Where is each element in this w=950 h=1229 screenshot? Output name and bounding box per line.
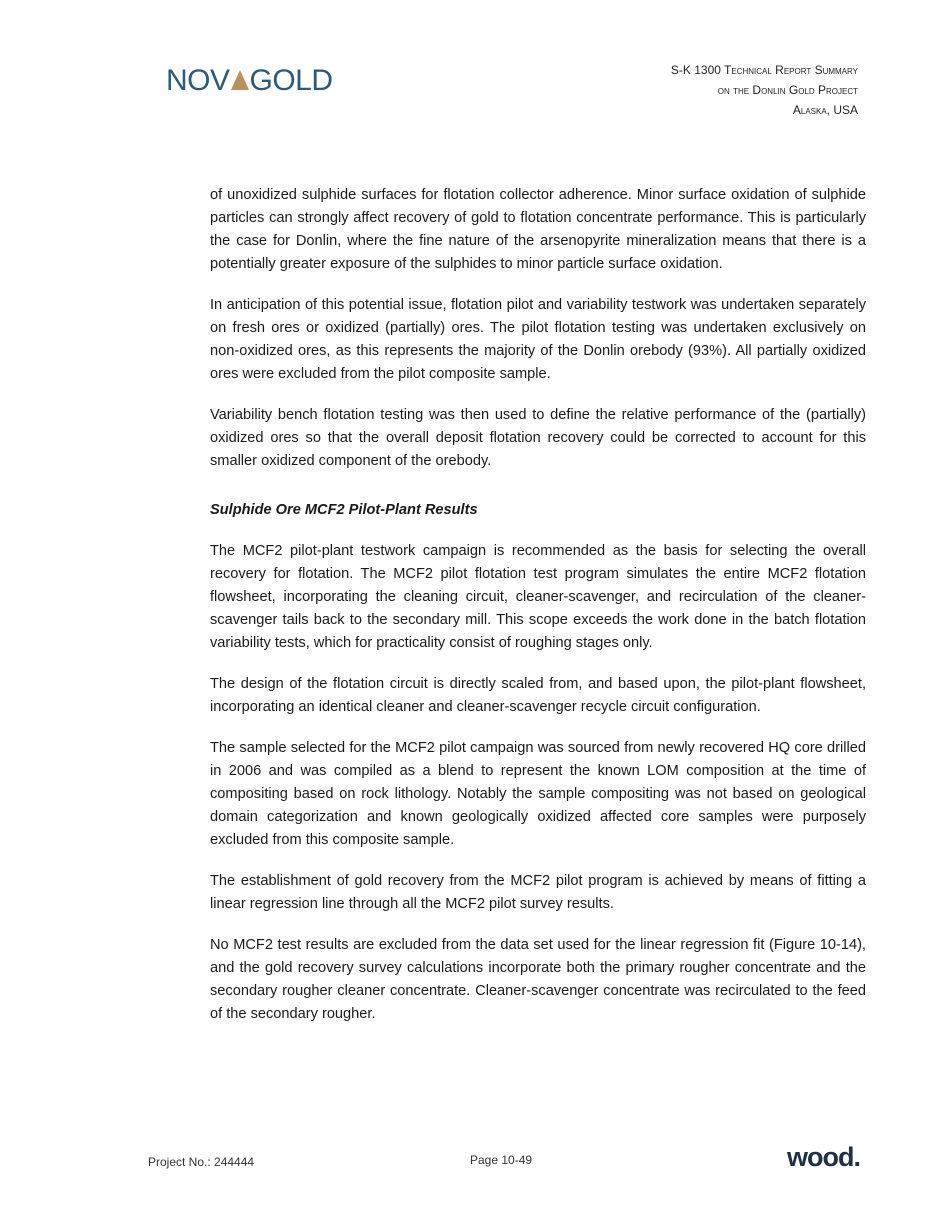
report-title-line1: S-K 1300 Technical Report Summary bbox=[670, 63, 858, 77]
wood-logo: wood. bbox=[787, 1142, 860, 1172]
novagold-logo bbox=[166, 64, 333, 98]
logo-text-part2: GOLD bbox=[249, 64, 333, 97]
paragraph-7: The establishment of gold recovery from the MCF2 pilot program is achieved by means of fitting a linear regression line through all the MCF2 pilot survey results. bbox=[210, 873, 866, 912]
paragraph-6: The sample selected for the MCF2 pilot campaign was sourced from newly recovered HQ core drilled in 2006 and was compiled as a blend to represent the known LOM composition at the time of compositing based on rock lithology. Notably the sample compositing was not based on geological domain categorization and known geologically oxidized affected core samples were purposely excluded from this composite sample. bbox=[210, 740, 866, 848]
paragraph-3: Variability bench flotation testing was then used to define the relative performance of the (partially) oxidized ores so that the overall deposit flotation recovery could be corrected to account for this smaller oxidized component of the orebody. bbox=[210, 407, 866, 469]
paragraph-5: The design of the flotation circuit is directly scaled from, and based upon, the pilot-plant flowsheet, incorporating an identical cleaner and cleaner-scavenger recycle circuit configuration. bbox=[210, 676, 866, 715]
page-content bbox=[210, 184, 866, 1044]
report-title-line2: on the Donlin Gold Project bbox=[717, 83, 858, 97]
project-number: Project No.: 244444 bbox=[148, 1155, 255, 1169]
logo-triangle-icon bbox=[231, 70, 249, 90]
paragraph-8: No MCF2 test results are excluded from the data set used for the linear regression fit (Figure 10-14), and the gold recovery survey calculations incorporate both the primary rougher concentrate and the secondary rougher cleaner concentrate. Cleaner-scavenger concentrate was recirculated to the feed of the secondary rougher. bbox=[210, 937, 866, 1022]
page-number: Page 10-49 bbox=[470, 1153, 533, 1167]
report-header bbox=[671, 60, 858, 120]
section-heading: Sulphide Ore MCF2 Pilot-Plant Results bbox=[210, 502, 478, 518]
logo-text-part1: NOV bbox=[166, 64, 230, 97]
paragraph-2: In anticipation of this potential issue, flotation pilot and variability testwork was undertaken separately on fresh ores or oxidized (partially) ores. The pilot flotation testing was undertaken exclusively on non-oxidized ores, as this represents the majority of the Donlin orebody (93%). All partially oxidized ores were excluded from the pilot composite sample. bbox=[210, 297, 866, 382]
paragraph-1: of unoxidized sulphide surfaces for flotation collector adherence. Minor surface oxidation of sulphide particles can strongly affect recovery of gold to flotation concentrate performance. This is particularly the case for Donlin, where the fine nature of the arsenopyrite mineralization means that there is a potentially greater exposure of the sulphides to minor particle surface oxidation. bbox=[210, 187, 866, 272]
paragraph-4: The MCF2 pilot-plant testwork campaign is recommended as the basis for selecting the overall recovery for flotation. The MCF2 pilot flotation test program simulates the entire MCF2 flotation flowsheet, incorporating the cleaning circuit, cleaner-scavenger, and recirculation of the cleaner-scavenger tails back to the secondary mill. This scope exceeds the work done in the batch flotation variability tests, which for practicality consist of roughing stages only. bbox=[210, 543, 866, 651]
report-title-line3: Alaska, USA bbox=[792, 103, 858, 117]
